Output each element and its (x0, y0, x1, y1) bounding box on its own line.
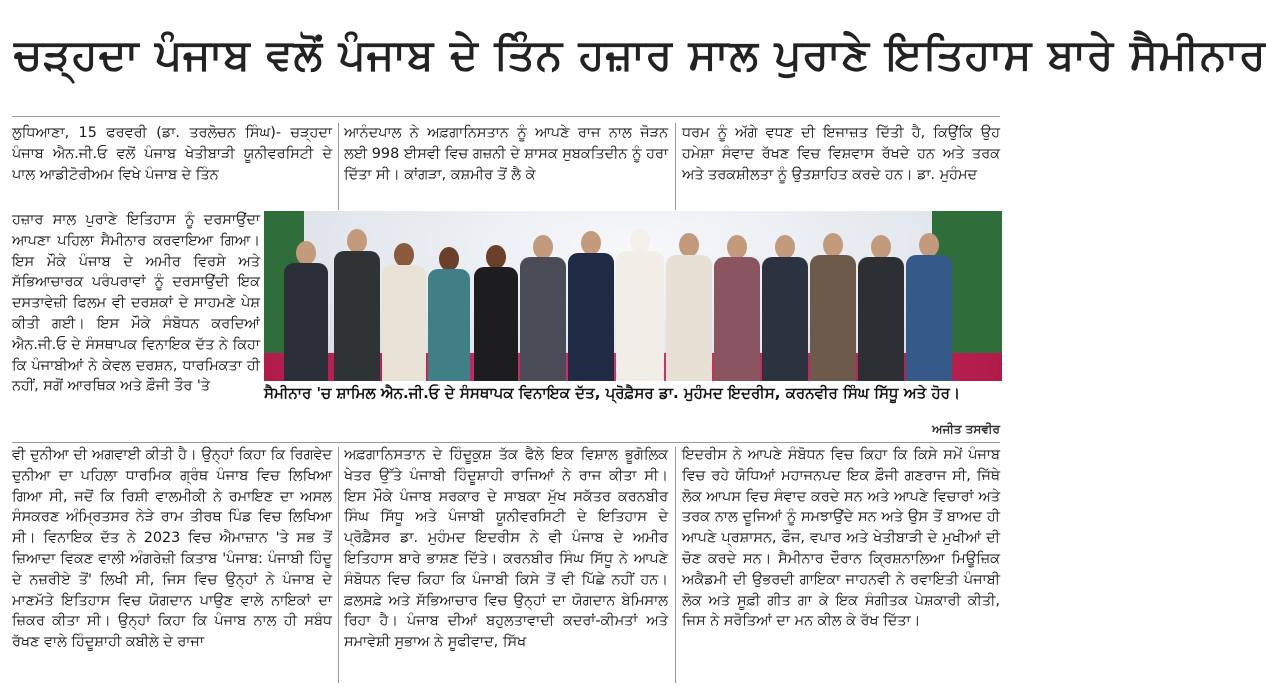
headline: ਚੜ੍ਹਦਾ ਪੰਜਾਬ ਵਲੋਂ ਪੰਜਾਬ ਦੇ ਤਿੰਨ ਹਜ਼ਾਰ ਸਾਲ ਪੁਰਾਣੇ ਇਤਿਹਾਸ ਬਾਰੇ ਸੈਮੀਨਾਰ (14, 30, 1266, 79)
article-bottom-column-3 (682, 445, 1000, 685)
person (334, 229, 380, 381)
paragraph: ਅਫ਼ਗਾਨਿਸਤਾਨ ਦੇ ਹਿੰਦੂਕੁਸ਼ ਤੱਕ ਫੈਲੇ ਇਕ ਵਿਸ਼ਾਲ ਭੂਗੋਲਿਕ ਖੇਤਰ ਉੱਤੇ ਪੰਜਾਬੀ ਹਿੰਦੂਸ਼ਾਹੀ ਰਾਜਿਆਂ ਨੇ ਰਾਜ ਕੀਤਾ ਸੀ। ਇਸ ਮੌਕੇ ਪੰਜਾਬ ਸਰਕਾਰ ਦੇ ਸਾਬਕਾ ਮੁੱਖ ਸਕੱਤਰ ਕਰਨਬੀਰ ਸਿੰਘ ਸਿੱਧੂ ਅਤੇ ਪੰਜਾਬੀ ਯੂਨੀਵਰਸਿਟੀ ਦੇ ਇਤਿਹਾਸ ਦੇ ਪ੍ਰੋਫ਼ੈਸਰ ਡਾ. ਮੁਹੰਮਦ ਇਦਰੀਸ ਨੇ ਵੀ ਪੰਜਾਬ ਦੇ ਅਮੀਰ ਇਤਿਹਾਸ ਬਾਰੇ ਭਾਸ਼ਣ ਦਿੱਤੇ। ਕਰਨਬੀਰ ਸਿੰਘ ਸਿੱਧੂ ਨੇ ਆਪਣੇ ਸੰਬੋਧਨ ਵਿਚ ਕਿਹਾ ਕਿ ਪੰਜਾਬੀ ਕਿਸੇ ਤੋਂ ਵੀ ਪਿੱਛੇ ਨਹੀਂ ਹਨ। ਫ਼ਲਸਫ਼ੇ ਅਤੇ ਸੱਭਿਆਚਾਰ ਵਿਚ ਉਨ੍ਹਾਂ ਦਾ ਯੋਗਦਾਨ ਬੇਮਿਸਾਲ ਰਿਹਾ ਹੈ। ਪੰਜਾਬ ਦੀਆਂ ਬਹੁਲਤਾਵਾਦੀ ਕਦਰਾਂ-ਕੀਮਤਾਂ ਅਤੇ ਸਮਾਵੇਸ਼ੀ ਸੁਭਾਅ ਨੇ ਸੂਫੀਵਾਦ, ਸਿੱਖ (344, 447, 668, 651)
person (568, 231, 614, 381)
paragraph: ਵੀ ਦੁਨੀਆ ਦੀ ਅਗਵਾਈ ਕੀਤੀ ਹੈ। ਉਨ੍ਹਾਂ ਕਿਹਾ ਕਿ ਰਿਗਵੇਦ ਦੁਨੀਆ ਦਾ ਪਹਿਲਾ ਧਾਰਮਿਕ ਗ੍ਰੰਥ ਪੰਜਾਬ ਵਿਚ ਲਿਖਿਆ ਗਿਆ ਸੀ, ਜਦੋਂ ਕਿ ਰਿਸ਼ੀ ਵਾਲਮੀਕੀ ਨੇ ਰਮਾਇਣ ਦਾ ਅਸਲ ਸੰਸਕਰਣ ਅੰਮ੍ਰਿਤਸਰ ਨੇੜੇ ਰਾਮ ਤੀਰਥ ਪਿੰਡ ਵਿਚ ਲਿਖਿਆ ਸੀ। ਵਿਨਾਇਕ ਦੱਤ ਨੇ 2023 ਵਿਚ ਐਮਾਜ਼ਾਨ 'ਤੇ ਸਭ ਤੋਂ ਜ਼ਿਆਦਾ ਵਿਕਣ ਵਾਲੀ ਅੰਗਰੇਜ਼ੀ ਕਿਤਾਬ 'ਪੰਜਾਬ: ਪੰਜਾਬੀ ਹਿੰਦੂ ਦੇ ਨਜ਼ਰੀਏ ਤੋਂ' ਲਿਖੀ ਸੀ, ਜਿਸ ਵਿਚ ਉਨ੍ਹਾਂ ਨੇ ਪੰਜਾਬ ਦੇ ਮਾਣਮੱਤੇ ਇਤਿਹਾਸ ਵਿਚ ਯੋਗਦਾਨ ਪਾਉਣ ਵਾਲੇ ਨਾਇਕਾਂ ਦਾ ਜ਼ਿਕਰ ਕੀਤਾ ਸੀ। ਉਨ੍ਹਾਂ ਕਿਹਾ ਕਿ ਪੰਜਾਬ ਨਾਲ ਹੀ ਸਬੰਧ ਰੱਖਣ ਵਾਲੇ ਹਿੰਦੂਸ਼ਾਹੀ ਕਬੀਲੇ ਦੇ ਰਾਜਾ (12, 447, 332, 651)
article-top-column-2 (344, 123, 668, 210)
photo-caption: ਸੈਮੀਨਾਰ 'ਚ ਸ਼ਾਮਿਲ ਐਨ.ਜੀ.ਓ ਦੇ ਸੰਸਥਾਪਕ ਵਿਨਾਇਕ ਦੱਤ, ਪ੍ਰੋਫ਼ੈਸਰ ਡਾ. ਮੁਹੰਮਦ ਇਦਰੀਸ, ਕਰਨਵੀਰ ਸਿੰਘ ਸਿੱਧੂ ਅਤੇ ਹੋਰ। (264, 383, 1002, 423)
paragraph: ਧਰਮ ਨੂੰ ਅੱਗੇ ਵਧਣ ਦੀ ਇਜਾਜ਼ਤ ਦਿੱਤੀ ਹੈ, ਕਿਉਂਕਿ ਉਹ ਹਮੇਸ਼ਾ ਸੰਵਾਦ ਰੱਖਣ ਵਿਚ ਵਿਸ਼ਵਾਸ ਰੱਖਦੇ ਹਨ ਅਤੇ ਤਰਕ ਅਤੇ ਤਰਕਸ਼ੀਲਤਾ ਨੂੰ ਉਤਸ਼ਾਹਿਤ ਕਰਦੇ ਹਨ। ਡਾ. ਮੁਹੰਮਦ (682, 125, 1000, 183)
person (858, 235, 904, 381)
person (762, 235, 808, 381)
person (616, 229, 664, 381)
paragraph: ਇਦਰੀਸ ਨੇ ਆਪਣੇ ਸੰਬੋਧਨ ਵਿਚ ਕਿਹਾ ਕਿ ਕਿਸੇ ਸਮੇਂ ਪੰਜਾਬ ਵਿਚ ਰਹੇ ਯੋਧਿਆਂ ਮਹਾਜਨਪਦ ਇਕ ਫ਼ੌਜੀ ਗਣਰਾਜ ਸੀ, ਜਿੱਥੇ ਲੋਕ ਆਪਸ ਵਿਚ ਸੰਵਾਦ ਕਰਦੇ ਸਨ ਅਤੇ ਆਪਣੇ ਵਿਚਾਰਾਂ ਅਤੇ ਤਰਕ ਨਾਲ ਦੂਜਿਆਂ ਨੂੰ ਸਮਝਾਉਂਦੇ ਸਨ ਅਤੇ ਉਸ ਤੋਂ ਬਾਅਦ ਹੀ ਆਪਣੇ ਪ੍ਰਸ਼ਾਸਨ, ਫੌਜ, ਵਪਾਰ ਅਤੇ ਖੇਤੀਬਾੜੀ ਦੇ ਮੁਖੀਆਂ ਦੀ ਚੋਣ ਕਰਦੇ ਸਨ। ਸੈਮੀਨਾਰ ਦੌਰਾਨ ਕ੍ਰਿਸ਼ਨਾਲਿਆ ਮਿਊਜ਼ਿਕ ਅਕੈਡਮੀ ਦੀ ਉਭਰਦੀ ਗਾਇਕਾ ਜਾਹਨਵੀ ਨੇ ਰਵਾਇਤੀ ਪੰਜਾਬੀ ਲੋਕ ਅਤੇ ਸੂਫ਼ੀ ਗੀਤ ਗਾ ਕੇ ਇਕ ਸੰਗੀਤਕ ਪੇਸ਼ਕਾਰੀ ਕੀਤੀ, ਜਿਸ ਨੇ ਸਰੋਤਿਆਂ ਦਾ ਮਨ ਕੀਲ ਕੇ ਰੱਖ ਦਿੱਤਾ। (682, 447, 1000, 630)
paragraph: ਆਨੰਦਪਾਲ ਨੇ ਅਫ਼ਗਾਨਿਸਤਾਨ ਨੂੰ ਆਪਣੇ ਰਾਜ ਨਾਲ ਜੋੜਨ ਲਈ 998 ਈਸਵੀ ਵਿਚ ਗਜ਼ਨੀ ਦੇ ਸ਼ਾਸਕ ਸੁਬਕਤਿਦੀਨ ਨੂੰ ਹਰਾ ਦਿੱਤਾ ਸੀ। ਕਾਂਗੜਾ, ਕਸ਼ਮੀਰ ਤੋਂ ਲੈ ਕੇ (344, 125, 668, 183)
article-left-column (12, 210, 260, 442)
paragraph: ਹਜ਼ਾਰ ਸਾਲ ਪੁਰਾਣੇ ਇਤਿਹਾਸ ਨੂੰ ਦਰਸਾਉਂਦਾ ਆਪਣਾ ਪਹਿਲਾ ਸੈਮੀਨਾਰ ਕਰਵਾਇਆ ਗਿਆ। ਇਸ ਮੌਕੇ ਪੰਜਾਬ ਦੇ ਅਮੀਰ ਵਿਰਸੇ ਅਤੇ ਸੱਭਿਆਚਾਰਕ ਪਰੰਪਰਾਵਾਂ ਨੂੰ ਦਰਸਾਉਂਦੀ ਇਕ ਦਸਤਾਵੇਜ਼ੀ ਫਿਲਮ ਵੀ ਦਰਸ਼ਕਾਂ ਦੇ ਸਾਹਮਣੇ ਪੇਸ਼ ਕੀਤੀ ਗਈ। ਇਸ ਮੌਕੇ ਸੰਬੋਧਨ ਕਰਦਿਆਂ ਐਨ.ਜੀ.ਓ ਦੇ ਸੰਸਥਾਪਕ ਵਿਨਾਇਕ ਦੱਤ ਨੇ ਕਿਹਾ ਕਿ ਪੰਜਾਬੀਆਂ ਨੇ ਕੇਵਲ ਦਰਸ਼ਨ, ਧਾਰਮਿਕਤਾ ਹੀ ਨਹੀਂ, ਸਗੋਂ ਆਰਥਿਕ ਅਤੇ ਫ਼ੌਜੀ ਤੌਰ 'ਤੇ (12, 212, 260, 395)
person (428, 247, 470, 381)
caption-rule (12, 442, 1000, 443)
person (810, 233, 856, 381)
column-divider (675, 123, 676, 210)
person (474, 245, 518, 381)
group-photo (264, 211, 1002, 381)
person (666, 233, 712, 381)
person (714, 235, 760, 381)
person (520, 235, 566, 381)
column-divider (338, 447, 339, 683)
article-bottom-column-1 (12, 445, 332, 685)
person (382, 243, 426, 381)
paragraph: ਲੁਧਿਆਣਾ, 15 ਫਰਵਰੀ (ਡਾ. ਤਰਲੋਚਨ ਸਿੰਘ)- ਚੜ੍ਹਦਾ ਪੰਜਾਬ ਐਨ.ਜੀ.ਓ ਵਲੋਂ ਪੰਜਾਬ ਖੇਤੀਬਾੜੀ ਯੂਨੀਵਰਸਿਟੀ ਦੇ ਪਾਲ ਆਡੀਟੋਰੀਅਮ ਵਿਖੇ ਪੰਜਾਬ ਦੇ ਤਿੰਨ (12, 125, 332, 183)
article-top-column-1 (12, 123, 332, 210)
column-divider (675, 447, 676, 683)
headline-rule (12, 116, 1000, 117)
photo-credit: ਅਜੀਤ ਤਸਵੀਰ (932, 422, 1000, 436)
person (284, 241, 328, 381)
person (906, 233, 952, 381)
article-top-column-3 (682, 123, 1000, 210)
column-divider (338, 123, 339, 210)
article-bottom-column-2 (344, 445, 668, 685)
